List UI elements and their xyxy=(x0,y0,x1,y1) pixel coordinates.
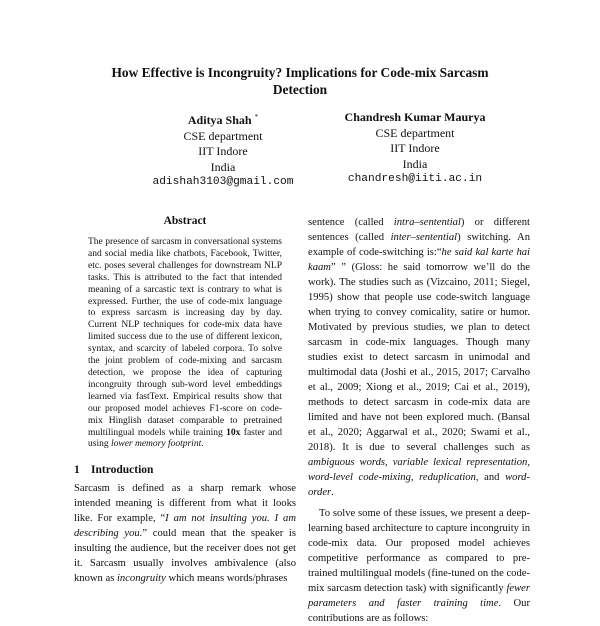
author-institute: IIT Indore xyxy=(198,144,248,158)
code-switch-example: he said kal karte hai kaam xyxy=(308,247,530,273)
author-email: chandresh@iiti.ac.in xyxy=(347,173,483,185)
author-block-2 xyxy=(300,110,530,188)
paper-title xyxy=(60,64,540,98)
right-paragraph-1: sentence (called intra–sentential) or different sentences (called inter–sentential) switching. An example of code-switching is:“he said kal karte hai kaam” ” (Gloss: he said tomorrow we’ll do the work). The studies such as (Vizcaino, 2011; Siegel, 1995) show that people use code-switch language when trying to convey comicality, satire or humor. Motivated by previous studies, we plan to detect sarcasm in code-mix languages. Though many studies exist to detect sarcasm in unimodal and multimodal data (Joshi et al., 2015, 2017; Carvalho et al., 2009; Xiong et al., 2019; Cai et al., 2019), methods to detect sarcasm in code-mix data are limited and have not been explored much. (Bansal et al., 2020; Aggarwal et al., 2020; Swami et al., 2018). It is due to several challenges such as ambiguous words, variable lexical representation, word-level code-mixing, reduplication, and word-order. xyxy=(308,217,531,498)
title-line-1: How Effective is Incongruity? Implications for Code-mix Sarcasm xyxy=(111,65,489,80)
intro-paragraph: Sarcasm is defined as a sharp remark whose intended meaning is different from what it looks like. For example, “I am not insulting you. I am describing you.” could mean that the speaker is insulting the audience, but the receiver does not get it. Sarcasm usually involves ambivalence (also known as incongruity which means words/phrases xyxy=(74,483,296,585)
author-dept: CSE department xyxy=(375,125,455,140)
right-column xyxy=(308,215,530,626)
abstract-italic-term: lower memory footprint xyxy=(110,439,202,450)
abstract-bold-term: 10x xyxy=(226,427,241,438)
author-country: India xyxy=(210,159,236,174)
left-column xyxy=(74,215,296,586)
intro-term: incongruity xyxy=(116,573,166,585)
abstract-text: The presence of sarcasm in conversational systems and social media like chatbots, Facebook, Twitter, etc. poses several challenges for downstream NLP tasks. This is attributed to the fact that intended meaning of a sarcastic text is contrary to what is expressed. Further, the use of code-mix language to express sarcasm is increasing day by day. Current NLP techniques for code-mix data have limited success due to the use of different lexicon, syntax, and scarcity of labeled corpora. To solve the joint problem of code-mixing and sarcasm detection, we propose the idea of capturing incongruity through sub-word level embeddings learned via fastText. Empirical results show that our proposed model achieves F1-score on code-mix Hinglish dataset comparable to pretrained multilingual models while training 10x faster and using lower memory footprint. xyxy=(88,237,283,450)
author-name: Aditya Shah xyxy=(187,113,252,127)
author-dept: CSE department xyxy=(183,128,263,143)
author-institute: IIT Indore xyxy=(390,141,440,155)
section-number: 1 xyxy=(74,464,80,477)
title-line-2: Detection xyxy=(272,82,328,97)
abstract-heading: Abstract xyxy=(163,215,207,227)
author-email: adishah3103@gmail.com xyxy=(152,176,294,188)
right-paragraph-2: To solve some of these issues, we present a deep-learning based architecture to capture incongruity in code-mix data. Our proposed model achieves competitive performance as compared to pre-trained multilingual models (fine-tuned on the code-mix sarcasm detection task) with significantly fewer parameters and faster training time. Our contributions are as follows: xyxy=(308,508,530,624)
author-name: Chandresh Kumar Maurya xyxy=(344,110,486,124)
intro-example: I am not insulting you. I am describing you. xyxy=(74,513,296,540)
author-country: India xyxy=(402,156,428,171)
section-heading-introduction xyxy=(74,464,296,476)
section-title: Introduction xyxy=(91,464,154,477)
author-footnote-mark: * xyxy=(254,113,259,121)
